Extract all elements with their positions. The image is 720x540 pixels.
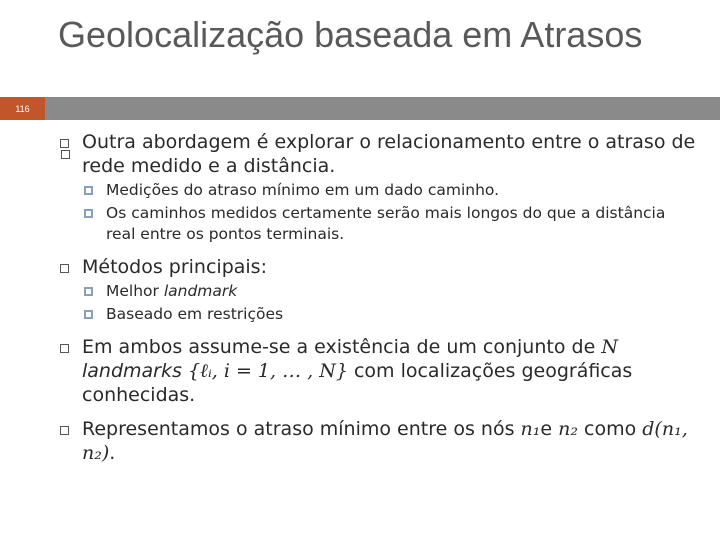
bullet-1-sub-2-text: Os caminhos medidos certamente serão mais longos do que a distância real entre os pontos terminais. xyxy=(106,204,666,243)
bullet-2 xyxy=(58,255,698,279)
bullet-1-sub-2 xyxy=(82,203,698,245)
slide-content xyxy=(58,124,698,465)
filled-square-bullet-icon xyxy=(84,186,93,195)
bullet-4-text-4: . xyxy=(109,442,116,464)
bullet-1 xyxy=(58,130,698,178)
bullet-3-math-n: N xyxy=(601,336,618,358)
bullet-4-math-n1: n₁ xyxy=(520,418,541,440)
filled-square-bullet-icon xyxy=(84,310,93,319)
header-rule xyxy=(45,97,720,120)
bullet-1-sub-1 xyxy=(82,180,698,201)
bullet-4-text-2: e xyxy=(540,418,559,440)
slide-number: 116 xyxy=(15,103,30,114)
square-bullet-icon xyxy=(60,139,69,148)
bullet-2-text: Métodos principais: xyxy=(82,256,267,278)
bullet-2-sub-1 xyxy=(82,281,698,302)
bullet-3 xyxy=(58,335,698,407)
bullet-4-text-3: como xyxy=(577,418,643,440)
square-bullet-icon xyxy=(60,344,69,353)
bullet-2-sub-1-italic: landmark xyxy=(163,282,238,300)
square-bullet-icon xyxy=(60,426,69,435)
bullet-2-sub-1-prefix: Melhor xyxy=(106,282,164,300)
filled-square-bullet-icon xyxy=(84,287,93,296)
bullet-4 xyxy=(58,417,698,465)
filled-square-bullet-icon xyxy=(84,209,93,218)
slide-title: Geolocalização baseada em Atrasos xyxy=(58,14,643,55)
bullet-3-text-2: com localizações geográficas conhecidas. xyxy=(82,360,633,406)
bullet-4-math-d: d(n₁, n₂) xyxy=(82,418,688,464)
bullet-3-math-set: {ℓᵢ, i = 1, … , N} xyxy=(187,360,348,382)
bullet-4-text-1: Representamos o atraso mínimo entre os nós xyxy=(82,418,521,440)
square-bullet-icon xyxy=(60,264,69,273)
bullet-3-text-1: Em ambos assume-se a existência de um conjunto de xyxy=(82,336,602,358)
bullet-2-sub-2 xyxy=(82,304,698,325)
bullet-1-sub-1-text: Medições do atraso mínimo em um dado caminho. xyxy=(106,181,500,199)
bullet-3-italic: landmarks xyxy=(82,360,182,382)
bullet-4-math-n2: n₂ xyxy=(558,418,578,440)
bullet-2-sub-2-text: Baseado em restrições xyxy=(106,305,284,323)
slide-number-tab xyxy=(0,97,45,120)
bullet-1-text: Outra abordagem é explorar o relacionamento entre o atraso de rede medido e a distância. xyxy=(82,131,696,177)
